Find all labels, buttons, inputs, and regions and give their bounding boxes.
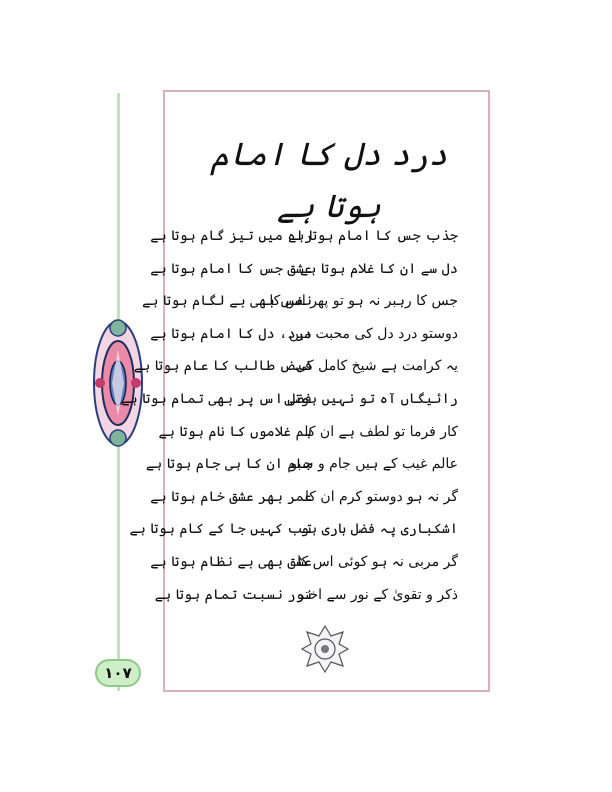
page-number: ۱۰۷	[104, 664, 132, 682]
verse-line: کار فرما تو لطف ہے ان کا	[304, 423, 458, 440]
medallion-ornament-icon	[300, 624, 350, 674]
verse-line: عمر بھر عشق خام ہوتا ہے	[150, 488, 312, 505]
verse-line: عشق بھی بے نظام ہوتا ہے	[150, 553, 312, 570]
verse-line: ہم غلاموں کا نام ہوتا ہے	[158, 423, 312, 440]
verse-line: تب کہیں جا کے کام ہوتا ہے	[129, 521, 312, 538]
verse-line: دل سے ان کا غلام ہوتا ہے	[300, 260, 458, 277]
page-number-badge	[95, 659, 141, 687]
verse-line: ذکر و تقویٰ کے نور سے اختر	[297, 586, 458, 603]
verse-line: عالم غیب کے ہیں جام و سبو	[290, 456, 458, 473]
verse-line: نور نسبت تمام ہوتا ہے	[154, 586, 312, 603]
verse-line: فضل اس پر بھی تمام ہوتا ہے	[121, 390, 312, 407]
verse-line: جام ان کا ہی جام ہوتا ہے	[145, 456, 312, 473]
verse-line: فیض طالب کا عام ہوتا ہے	[133, 358, 312, 375]
poem-right-column	[269, 226, 458, 617]
poem-title: درد دل کا امام ہوتا ہے	[210, 135, 448, 225]
floral-ornament-icon	[90, 310, 146, 456]
verse-line: رائیگاں آہ تو نہیں ہوتی	[284, 390, 458, 407]
verse-line: گر نہ ہو دوستو کرم ان کا	[305, 488, 458, 505]
verse-line: اشکباری پہ فضل باری ہو	[300, 521, 458, 538]
verse-line: درد، دل کا امام ہوتا ہے	[150, 325, 312, 342]
verse-line: جس کا رہبر نہ ہو تو پھر اس کا	[269, 293, 458, 310]
verse-line: جذب جس کا امام ہوتا ہے	[288, 228, 458, 244]
verse-line: یہ کرامت ہے شیخ کامل کی	[295, 358, 458, 375]
verse-line: عشق جس کا امام ہوتا ہے	[150, 260, 312, 277]
poem-left-column	[121, 226, 312, 617]
verse-line: نفس بھی بے لگام ہوتا ہے	[142, 293, 312, 310]
verse-line: راہ میں تیز گام ہوتا ہے	[150, 228, 312, 244]
verse-line: گر مربی نہ ہو کوئی اس کا	[297, 553, 458, 570]
verse-line: دوستو درد دل کی محبت میں	[288, 325, 458, 342]
